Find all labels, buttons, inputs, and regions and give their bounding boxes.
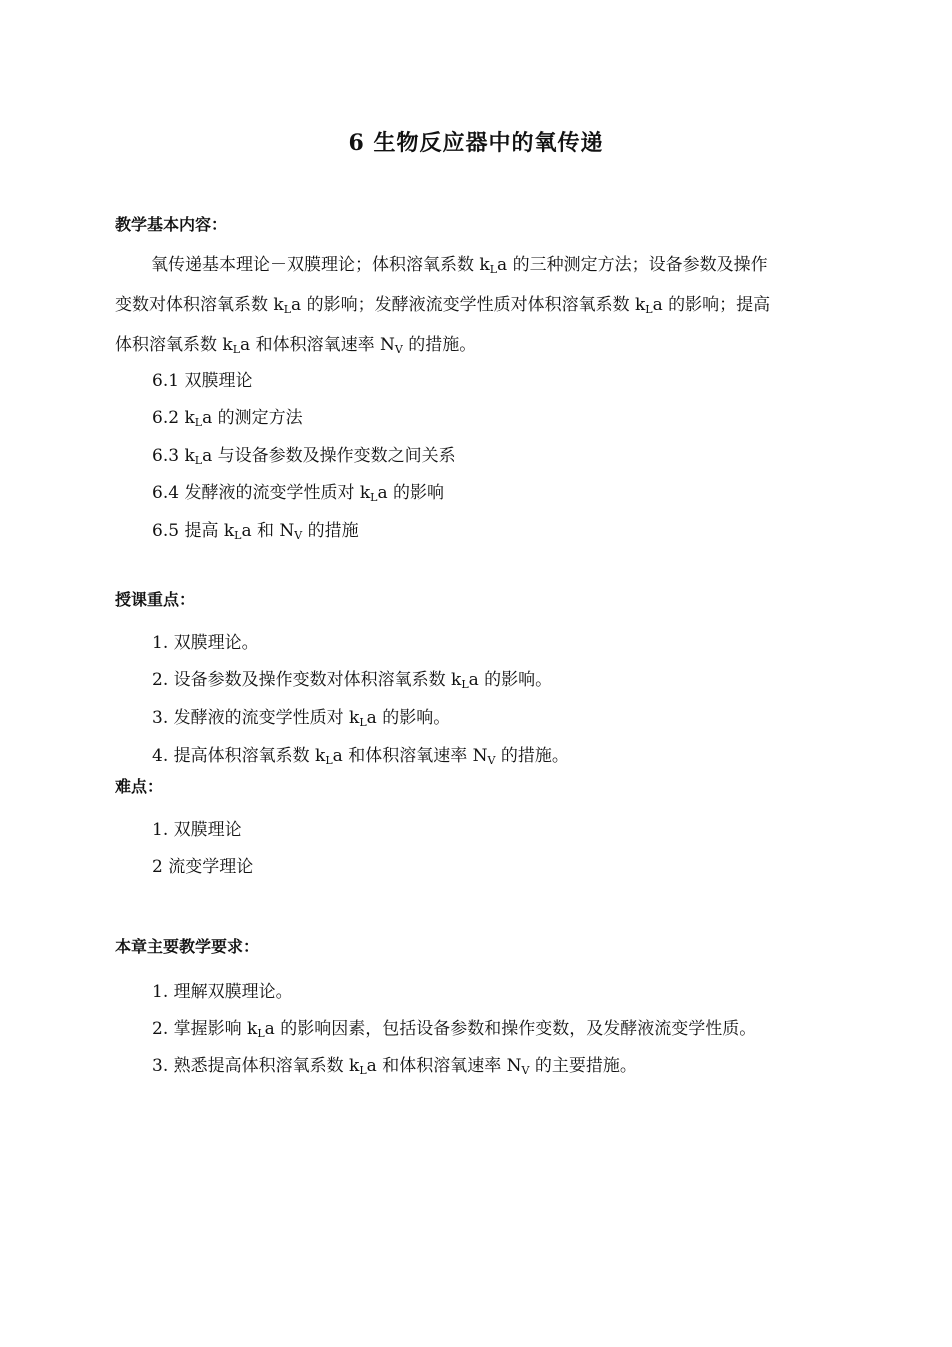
list-item: 3. 发酵液的流变学性质对 kLa 的影响。 xyxy=(152,708,451,729)
paragraph-line: 体积溶氧系数 kLa 和体积溶氧速率 NV 的措施。 xyxy=(115,335,477,356)
list-item: 6.2 kLa 的测定方法 xyxy=(152,408,303,429)
list-item: 1. 双膜理论。 xyxy=(152,633,259,653)
content-paragraph xyxy=(115,246,845,366)
section-heading-focus: 授课重点： xyxy=(115,590,196,609)
list-item: 6.3 kLa 与设备参数及操作变数之间关系 xyxy=(152,446,456,467)
list-item: 2 流变学理论 xyxy=(152,857,254,877)
list-item: 6.4 发酵液的流变学性质对 kLa 的影响 xyxy=(152,483,445,504)
list-item: 3. 熟悉提高体积溶氧系数 kLa 和体积溶氧速率 NV 的主要措施。 xyxy=(152,1056,637,1077)
list-item: 1. 双膜理论 xyxy=(152,820,242,840)
section-heading-requirements: 本章主要教学要求： xyxy=(115,937,260,956)
list-item: 1. 理解双膜理论。 xyxy=(152,982,293,1002)
section-heading-difficulty: 难点： xyxy=(115,777,164,796)
list-item: 2. 掌握影响 kLa 的影响因素，包括设备参数和操作变数，及发酵液流变学性质。 xyxy=(152,1019,757,1040)
list-item: 4. 提高体积溶氧系数 kLa 和体积溶氧速率 NV 的措施。 xyxy=(152,746,569,767)
paragraph-line: 氧传递基本理论－双膜理论；体积溶氧系数 kLa 的三种测定方法；设备参数及操作 xyxy=(151,255,768,276)
section-heading-content: 教学基本内容： xyxy=(115,215,228,234)
page-title: 6 生物反应器中的氧传递 xyxy=(348,130,604,156)
list-item: 6.5 提高 kLa 和 NV 的措施 xyxy=(152,521,359,542)
paragraph-line: 变数对体积溶氧系数 kLa 的影响；发酵液流变学性质对体积溶氧系数 kLa 的影响；提高 xyxy=(115,295,771,316)
list-item: 2. 设备参数及操作变数对体积溶氧系数 kLa 的影响。 xyxy=(152,670,553,691)
list-item: 6.1 双膜理论 xyxy=(152,371,253,391)
